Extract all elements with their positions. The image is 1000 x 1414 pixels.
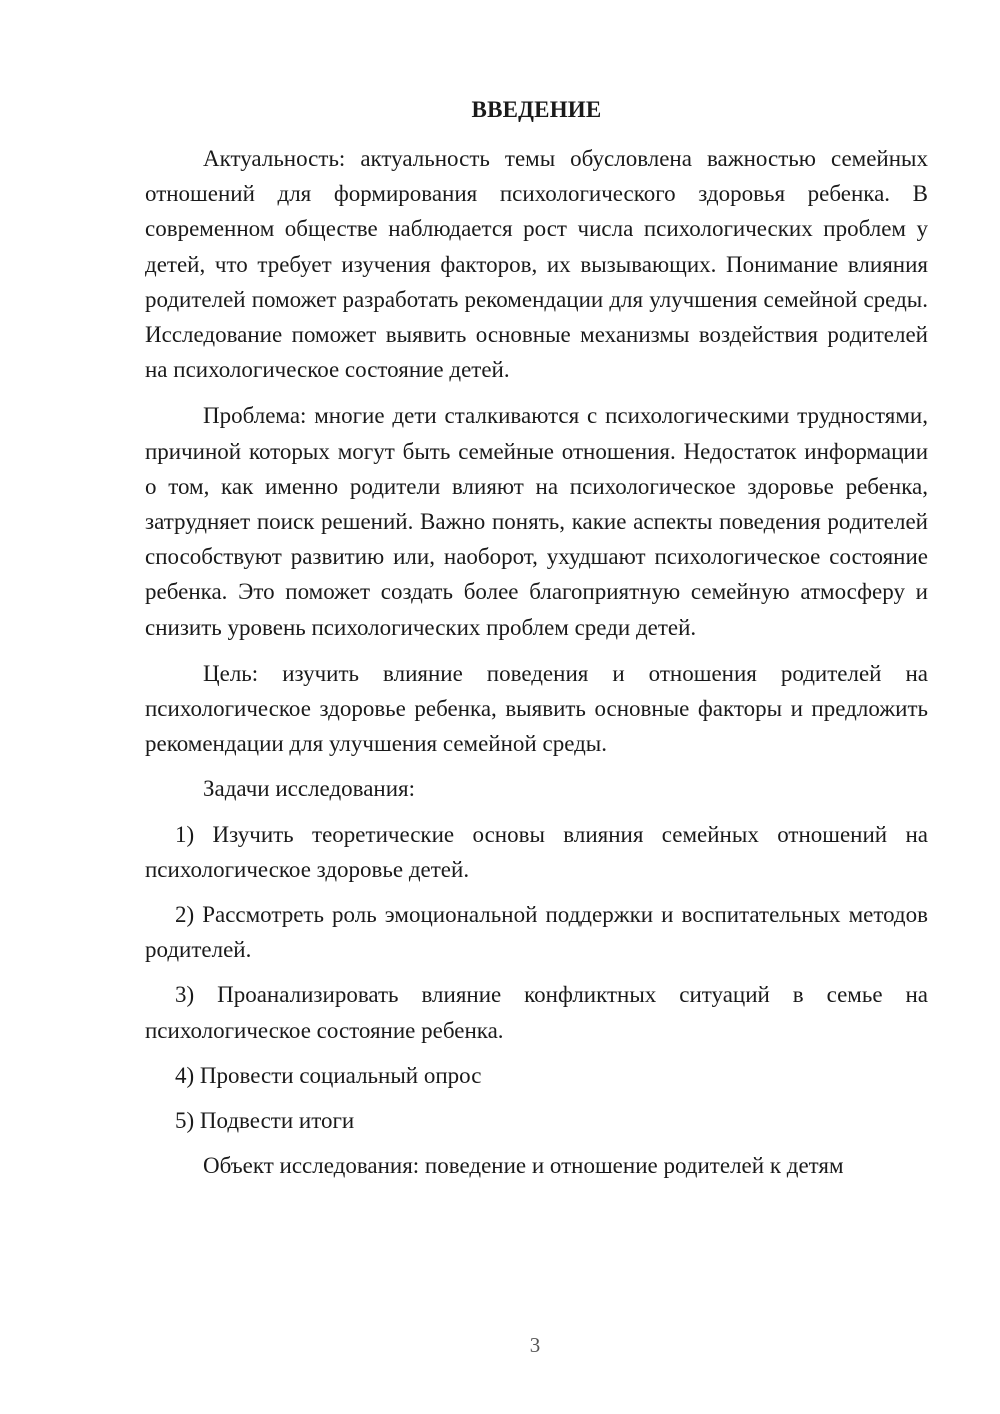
section-title: ВВЕДЕНИЕ <box>471 97 602 122</box>
task-item-1: 1) Изучить теоретические основы влияния семейных отношений на психологическое здоровье детей. <box>145 821 928 882</box>
object-paragraph: Объект исследования: поведение и отношение родителей к детям <box>203 1153 844 1179</box>
goal-paragraph: Цель: изучить влияние поведения и отношения родителей на психологическое здоровье ребенка, выявить основные факторы и предложить рекомендации для улучшения семейной среды. <box>145 660 928 757</box>
relevance-paragraph: Актуальность: актуальность темы обусловлена важностью семейных отношений для формирования психологического здоровья ребенка. В современном обществе наблюдается рост числа психологических проблем у детей, что требует изучения факторов, их вызывающих. Понимание влияния родителей поможет разработать рекомендации для улучшения семейной среды. Исследование поможет выявить основные механизмы воздействия родителей на психологическое состояние детей. <box>145 146 928 383</box>
problem-paragraph: Проблема: многие дети сталкиваются с психологическими трудностями, причиной которых могут быть семейные отношения. Недостаток информации о том, как именно родители влияют на психологическое здоровье ребенка, затрудняет поиск решений. Важно понять, какие аспекты поведения родителей способствуют развитию или, наоборот, ухудшают психологическое состояние ребенка. Это поможет создать более благоприятную семейную атмосферу и снизить уровень психологических проблем среди детей. <box>145 403 928 640</box>
tasks-heading: Задачи исследования: <box>203 776 416 802</box>
task-item-2: 2) Рассмотреть роль эмоциональной поддержки и воспитательных методов родителей. <box>145 902 928 963</box>
tasks-list <box>145 817 928 1139</box>
page-number: 3 <box>529 1333 541 1357</box>
task-item-5: 5) Подвести итоги <box>175 1108 355 1134</box>
task-item-4: 4) Провести социальный опрос <box>175 1062 482 1088</box>
task-item-3: 3) Проанализировать влияние конфликтных ситуаций в семье на психологическое состояние ребенка. <box>145 982 928 1043</box>
document-page <box>145 92 928 1183</box>
